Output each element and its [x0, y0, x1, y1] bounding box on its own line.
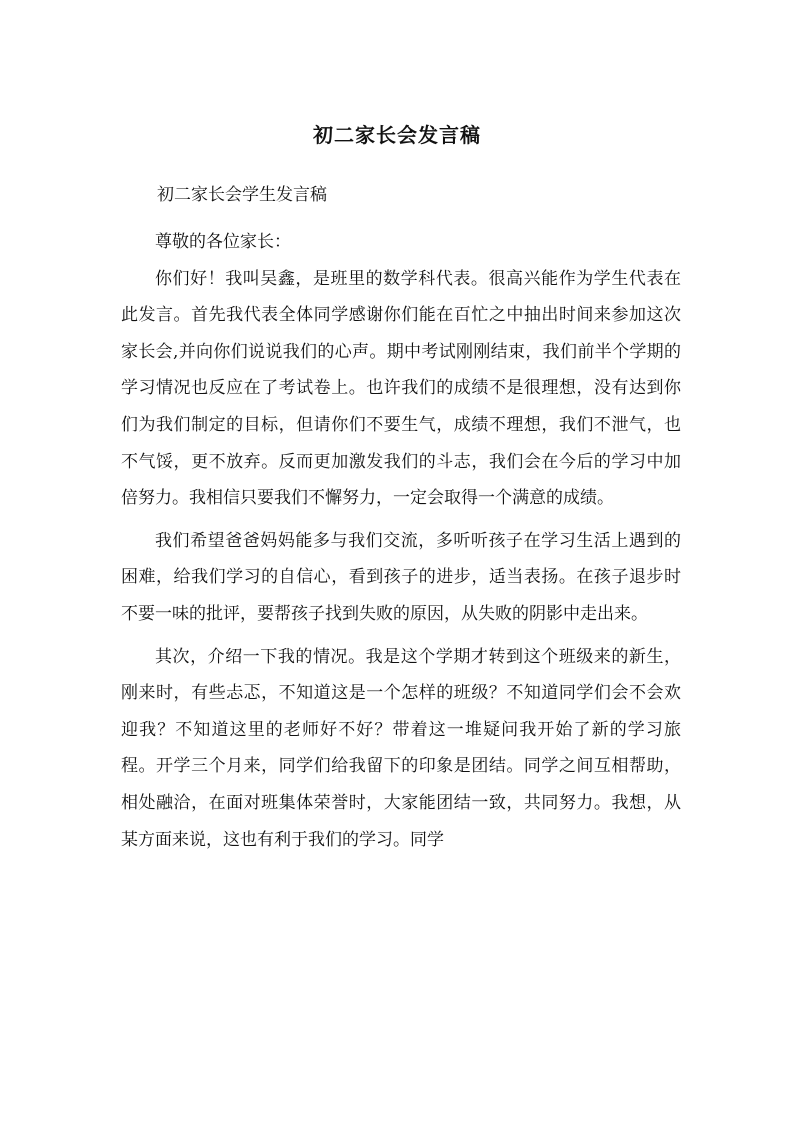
body-paragraph: 我们希望爸爸妈妈能多与我们交流，多听听孩子在学习生活上遇到的困难，给我们学习的自信心，看到孩子的进步，适当表扬。在孩子退步时不要一味的批评，要帮孩子找到失败的原因，从失败的阴影中走出来。: [121, 530, 681, 624]
body-paragraph: 其次，介绍一下我的情况。我是这个学期才转到这个班级来的新生，刚来时，有些忐忑，不知道这是一个怎样的班级？不知道同学们会不会欢迎我？不知道这里的老师好不好？带着这一堆疑问我开始了新的学习旅程。开学三个月来，同学们给我留下的印象是团结。同学之间互相帮助，相处融洽，在面对班集体荣誉时，大家能团结一致，共同努力。我想，从某方面来说，这也有利于我们的学习。同学: [121, 646, 681, 850]
body-paragraph: 你们好！我叫吴鑫，是班里的数学科代表。很高兴能作为学生代表在此发言。首先我代表全体同学感谢你们能在百忙之中抽出时间来参加这次家长会,并向你们说说我们的心声。期中考试刚刚结束，我们前半个学期的学习情况也反应在了考试卷上。也许我们的成绩不是很理想，没有达到你们为我们制定的目标，但请你们不要生气，成绩不理想，我们不泄气，也不气馁，更不放弃。反而更加激发我们的斗志，我们会在今后的学习中加倍努力。我相信只要我们不懈努力，一定会取得一个满意的成绩。: [121, 268, 681, 509]
greeting-paragraph: 尊敬的各位家长：: [155, 232, 291, 252]
document-subtitle: 初二家长会学生发言稿: [157, 185, 327, 205]
document-title: 初二家长会发言稿: [313, 123, 481, 147]
document-body: [121, 224, 681, 858]
